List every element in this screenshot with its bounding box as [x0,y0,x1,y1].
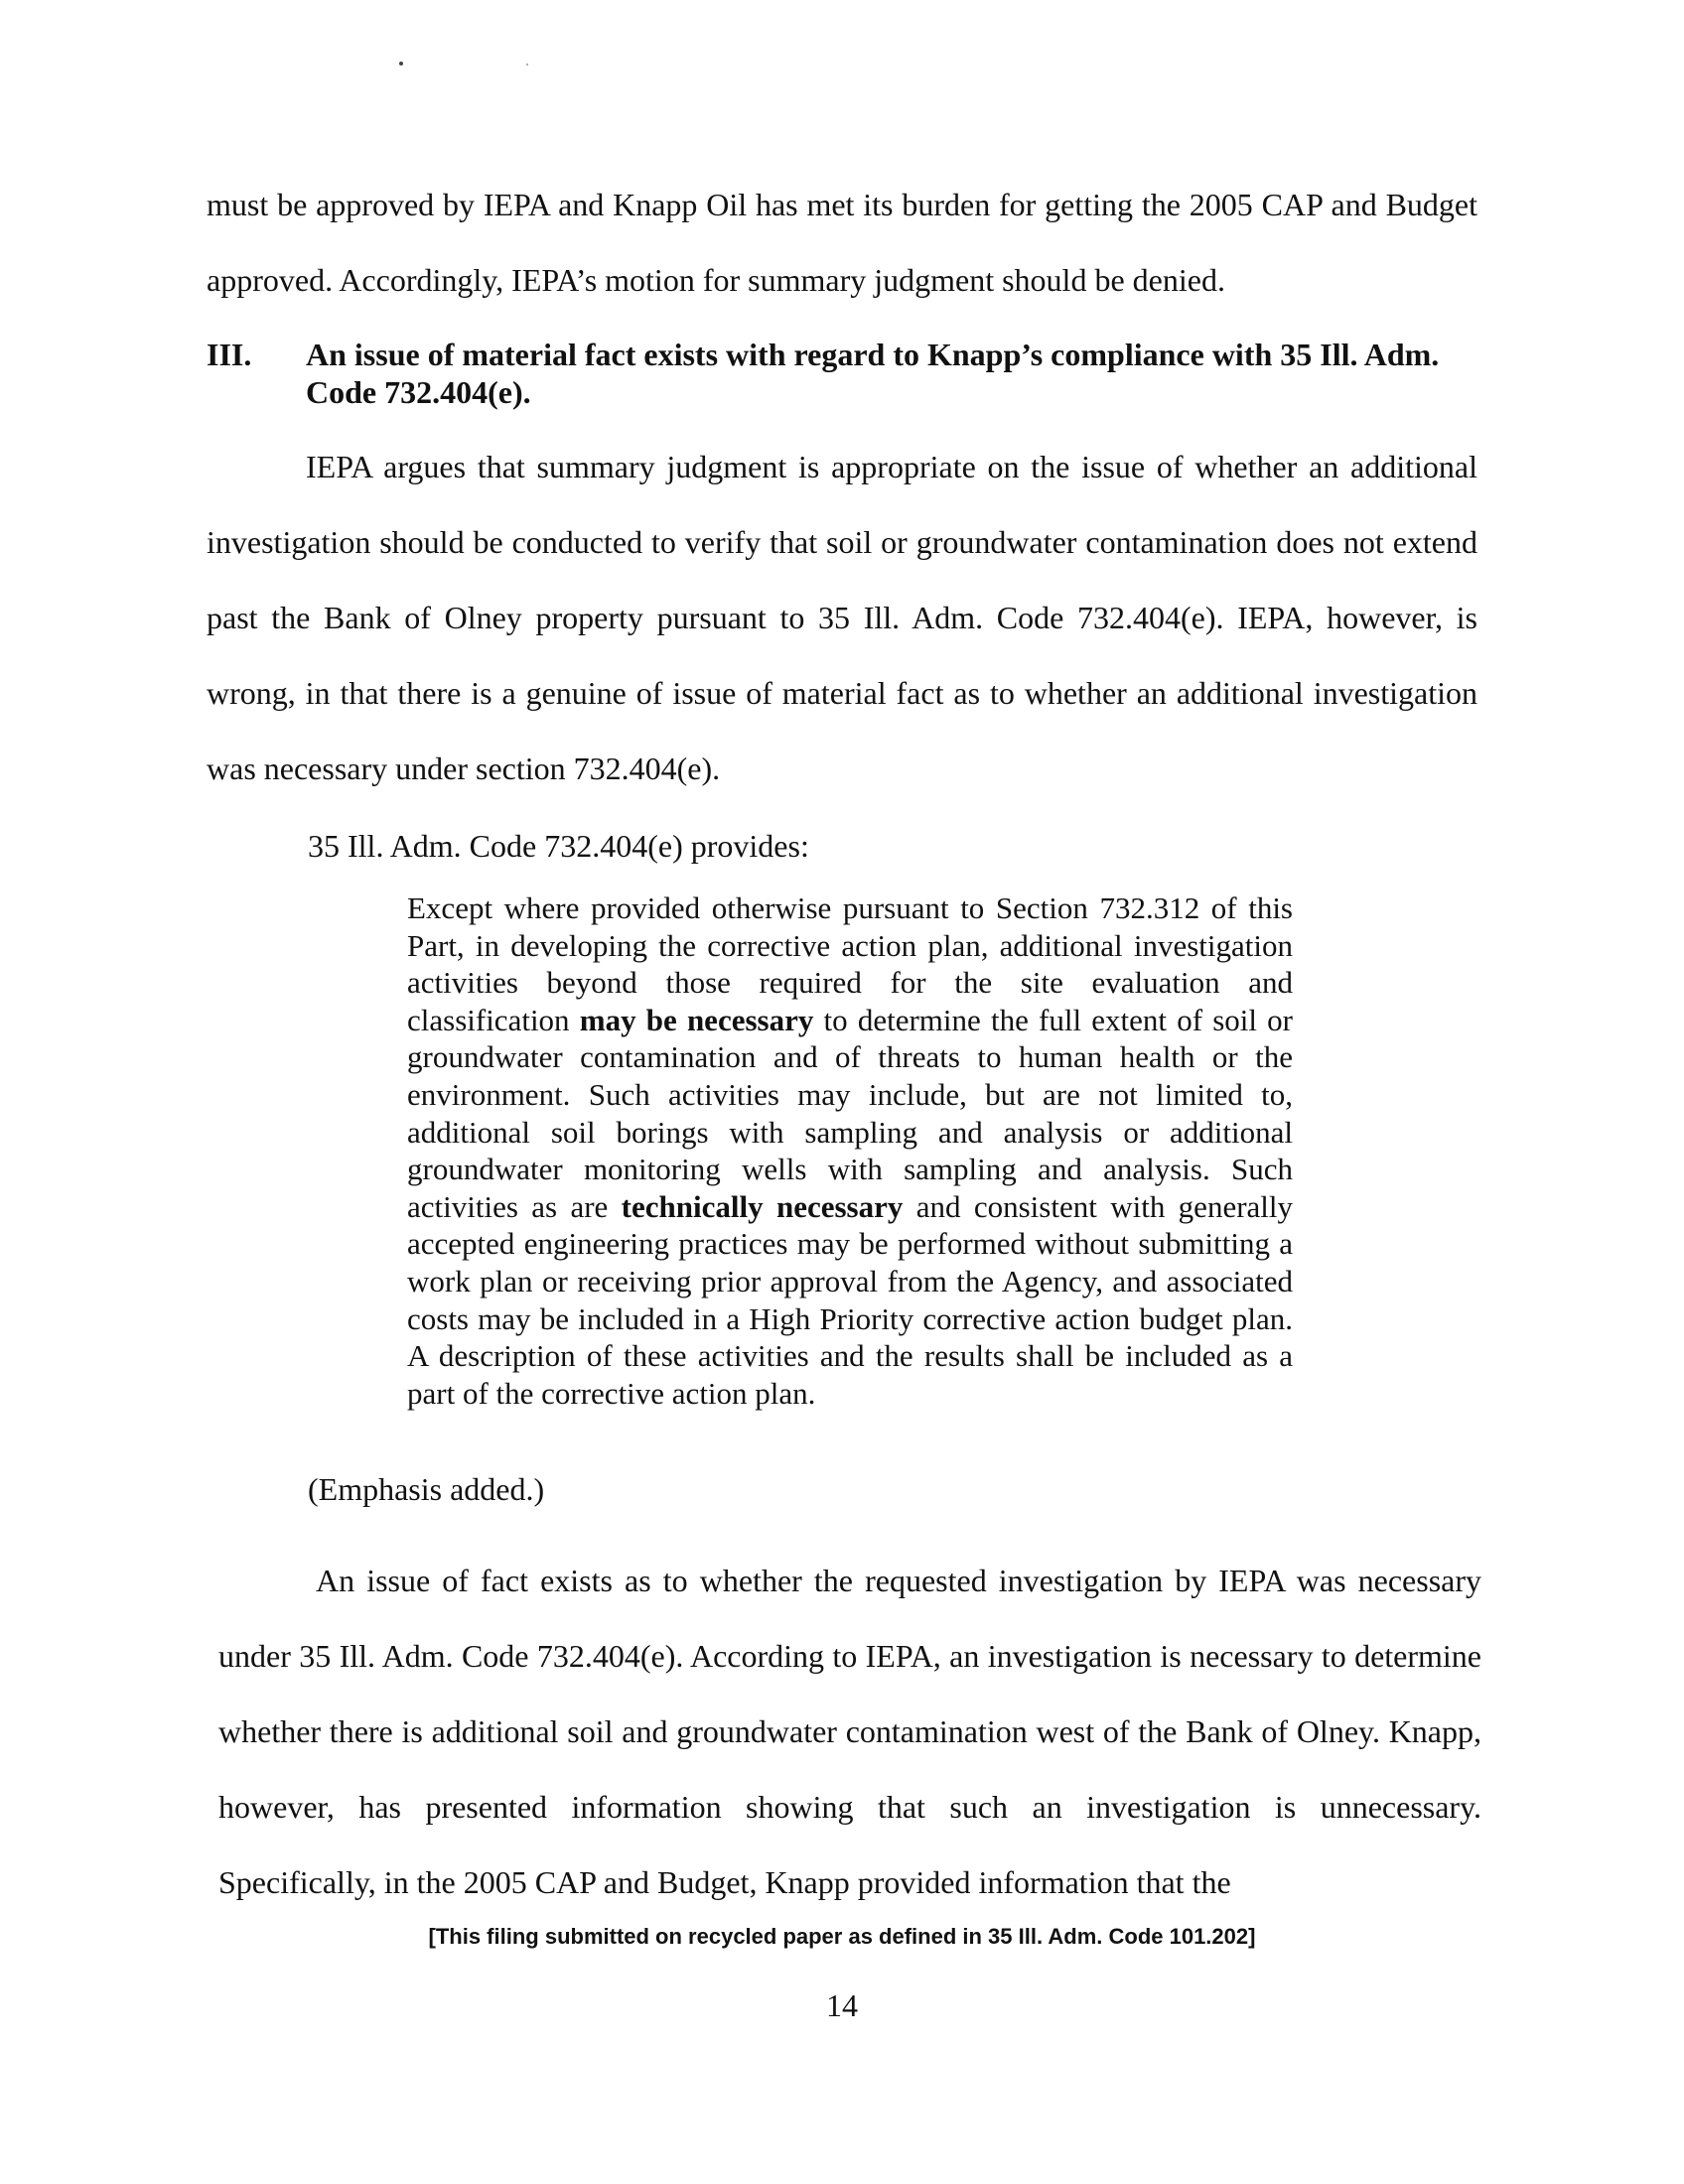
section-number: III. [207,337,252,372]
scan-speck [526,64,528,66]
page-number: 14 [826,1987,858,2023]
issue-paragraph: An issue of fact exists as to whether the requested investigation by IEPA was necessary under 35 Ill. Adm. Code 732.404(e). According to IEPA, an investigation is necessary to determine whether there is additional soil and groundwater contamination west of the Bank of Olney. Knapp, however, has presented information showing that such an investigation is unnecessary. Specifically, in the 2005 CAP and Budget, Knapp provided information that the [218,1563,1481,1900]
quote-emphasis: technically necessary [621,1188,904,1224]
section-heading [207,336,1487,411]
quote-text: to determine the full extent of soil or groundwater contamination and of threats to human health or the environment. Such activities may include, but are not limited to, additional soil borings with sampling and analysis or additional groundwater monitoring wells with sampling and analysis. Such activities as are [407,1002,1294,1224]
block-quote [407,889,1293,1412]
quote-emphasis: may be necessary [579,1002,814,1037]
quote-text: and consistent with generally accepted engineering practices may be performed without submitting a work plan or receiving prior approval from the Agency, and associated costs may be included in a High Priority corrective action budget plan. A description of these activities and the results shall be included as a part of the corrective action plan. [407,1188,1294,1411]
filing-footer-note: [This filing submitted on recycled paper as defined in 35 Ill. Adm. Code 101.202] [428,1924,1256,1949]
quote-text: Except where provided otherwise pursuant to Section 732.312 of this Part, in developing the corrective action plan, additional investigation activities beyond those required for the site evaluation and classification [407,890,1293,1037]
argument-paragraph: IEPA argues that summary judgment is appropriate on the issue of whether an additional investigation should be conducted to verify that soil or groundwater contamination does not extend past the Bank of Olney property pursuant to 35 Ill. Adm. Code 732.404(e). IEPA, however, is wrong, in that there is a genuine of issue of material fact as to whether an additional investigation was necessary under section 732.404(e). [207,449,1477,786]
provision-intro: 35 Ill. Adm. Code 732.404(e) provides: [308,828,809,864]
emphasis-note: (Emphasis added.) [308,1471,545,1507]
scan-speck [399,62,403,66]
continuation-paragraph: must be approved by IEPA and Knapp Oil has met its burden for getting the 2005 CAP and Budget approved. Accordingly, IEPA’s motion for summary judgment should be denied. [207,187,1477,298]
section-title: An issue of material fact exists with regard to Knapp’s compliance with 35 Ill. Adm. Code 732.404(e). [306,337,1440,410]
